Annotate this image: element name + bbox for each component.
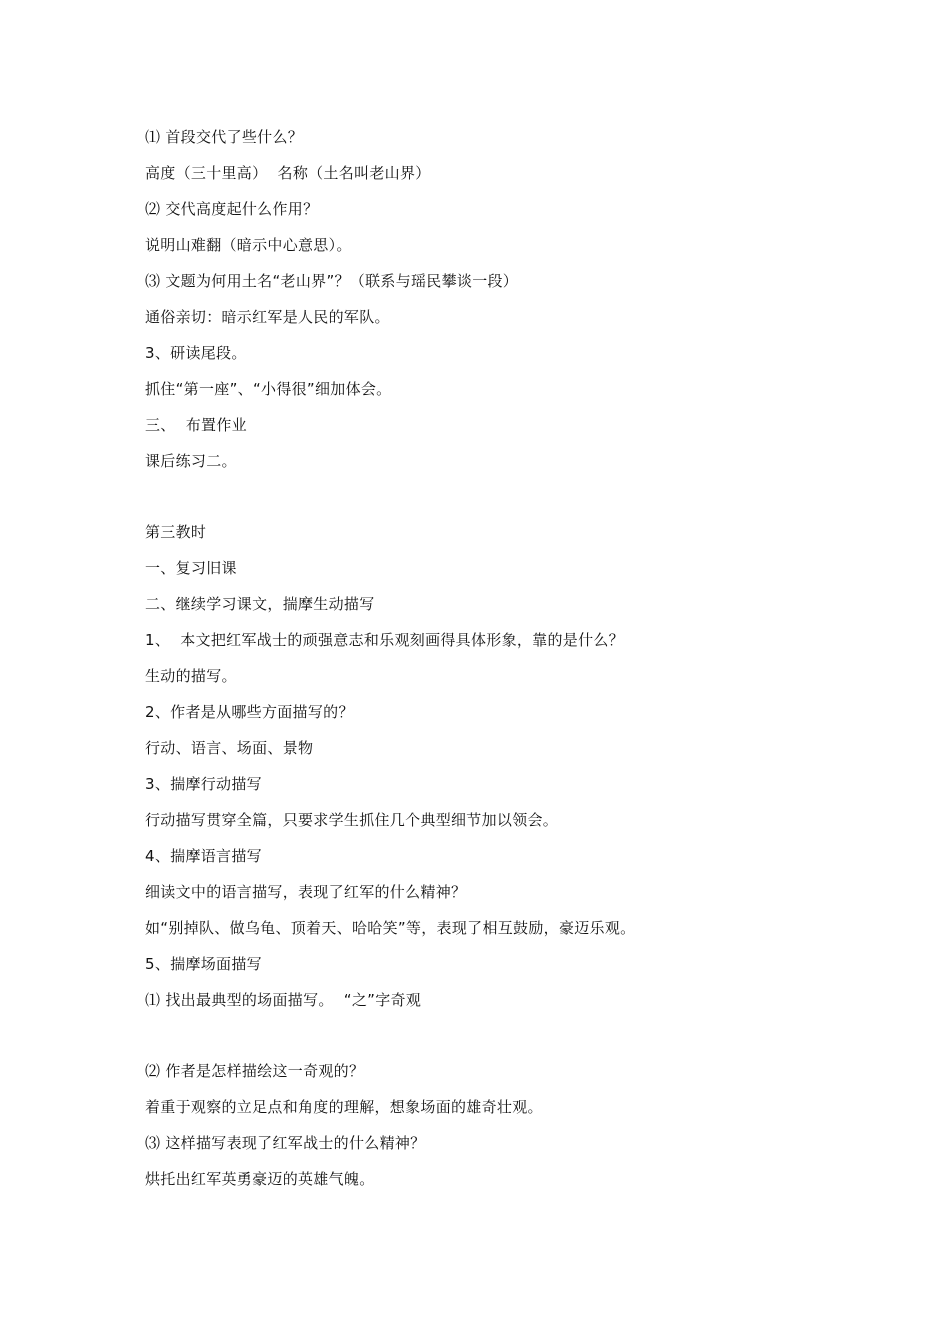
text-line: ⑵ 作者是怎样描绘这一奇观的？: [145, 1062, 365, 1080]
section-heading: 第三教时: [145, 523, 207, 541]
text-line: 抓住“第一座”、“小得很”细加体会。: [145, 380, 392, 398]
text-line: 烘托出红军英勇豪迈的英雄气魄。: [145, 1170, 375, 1188]
text-line: ⑴ 首段交代了些什么？: [145, 128, 304, 146]
text-line: 1、 本文把红军战士的顽强意志和乐观刻画得具体形象，靠的是什么？: [145, 631, 624, 649]
text-line: 3、研读尾段。: [145, 344, 247, 362]
text-line: ⑶ 这样描写表现了红军战士的什么精神？: [145, 1134, 426, 1152]
text-line: 二、继续学习课文，揣摩生动描写: [145, 595, 375, 613]
text-line: 一、复习旧课: [145, 559, 237, 577]
text-line: 5、揣摩场面描写: [145, 955, 262, 973]
text-line: 生动的描写。: [145, 667, 237, 685]
text-line: 高度（三十里高） 名称（土名叫老山界）: [145, 164, 431, 182]
text-line: 如“别掉队、做乌龟、顶着天、哈哈笑”等，表现了相互鼓励，豪迈乐观。: [145, 919, 636, 937]
text-line: 行动描写贯穿全篇，只要求学生抓住几个典型细节加以领会。: [145, 811, 559, 829]
text-line: 3、揣摩行动描写: [145, 775, 262, 793]
text-line: 说明山难翻（暗示中心意思）。: [145, 236, 352, 254]
text-line: 4、揣摩语言描写: [145, 847, 262, 865]
text-line: 通俗亲切：暗示红军是人民的军队。: [145, 308, 390, 326]
text-line: 行动、语言、场面、景物: [145, 739, 314, 757]
section-heading: 三、 布置作业: [145, 416, 247, 434]
text-line: ⑶ 文题为何用土名“老山界”？（联系与瑶民攀谈一段）: [145, 272, 519, 290]
text-line: ⑵ 交代高度起什么作用？: [145, 200, 319, 218]
text-line: ⑴ 找出最典型的场面描写。 “之”字奇观: [145, 991, 422, 1009]
text-line: 课后练习二。: [145, 452, 237, 470]
text-line: 2、作者是从哪些方面描写的？: [145, 703, 354, 721]
text-line: 着重于观察的立足点和角度的理解，想象场面的雄奇壮观。: [145, 1098, 543, 1116]
text-line: 细读文中的语言描写，表现了红军的什么精神？: [145, 883, 467, 901]
